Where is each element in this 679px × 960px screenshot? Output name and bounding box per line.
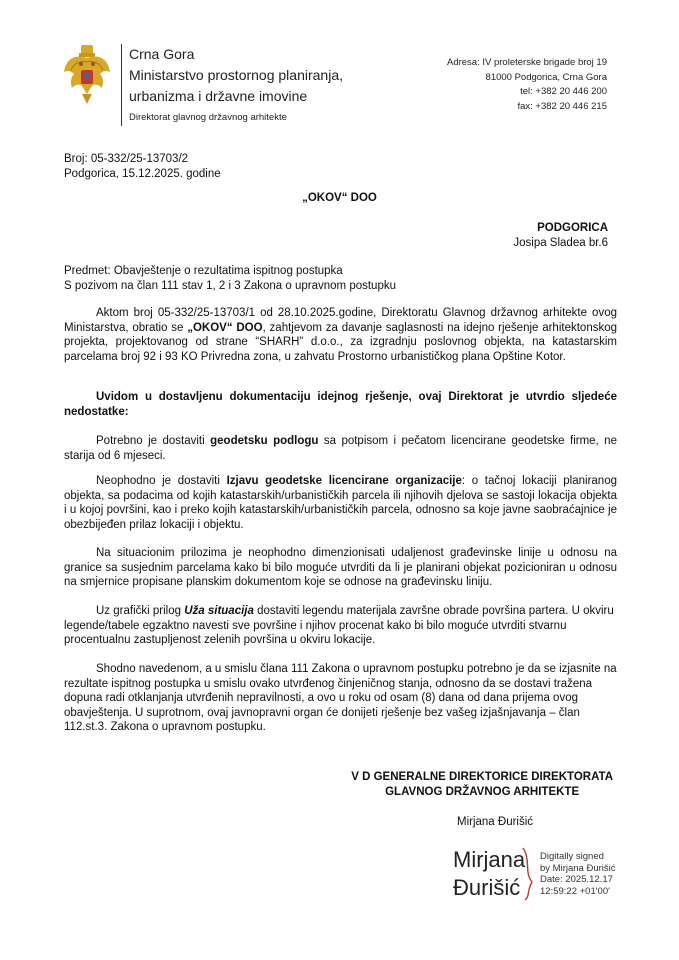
country-name: Crna Gora: [129, 46, 195, 62]
p3-bold: geodetsku podlogu: [210, 435, 319, 447]
subject-line2: S pozivom na član 111 stav 1, 2 i 3 Zakona o upravnom postupku: [64, 279, 396, 292]
reference-place-date: Podgorica, 15.12.2025. godine: [64, 167, 221, 180]
subject-line1: Predmet: Obavještenje o rezultatima ispitnog postupka: [64, 265, 343, 277]
reference-block: [64, 152, 221, 181]
p6-text-a: Uz grafički prilog: [96, 605, 185, 617]
coat-of-arms-icon: [62, 44, 112, 106]
p1-text-b: , zahtjevom za davanje saglasnosti na idejno rješenje arhitektonskog projekta, projektovanog od strane “SHARH” d.o.o., za izgradnju poslovnog objekta, na katastarskim parcelama broj 92 i 93 KO Privredna zona, u zahvatu Prostorno urbanističkog plana Opštine Kotor.: [64, 321, 618, 363]
recipient-address: [513, 221, 608, 250]
department-name: Direktorat glavnog državnog arhitekte: [129, 112, 287, 123]
p6-italic: Uža situacija: [184, 605, 254, 617]
p6-text-b: dostaviti legendu materijala završne obrade površina partera. U okviru legende/tabele egzaktno navesti sve površine i njihov procenat kako bi bilo moguće utvrditi stvarnu procentualnu zastupljenost zelenih površina u okviru lokacije.: [64, 605, 614, 646]
body-paragraph-6: [64, 604, 617, 648]
reference-number: Broj: 05-332/25-13703/2: [64, 153, 189, 165]
signer-name: Mirjana Đurišić: [457, 816, 534, 828]
address-block: [447, 56, 607, 114]
signature-mark-icon: [521, 846, 535, 902]
signature-title-line1: V D GENERALNE DIREKTORICE DIREKTORATA: [351, 771, 613, 783]
ministry-block: [129, 44, 343, 125]
digital-signature-name: [453, 846, 525, 902]
body-paragraph-4: [64, 474, 617, 532]
digital-name-line1: Mirjana: [453, 847, 526, 872]
digital-signature-info: [540, 851, 616, 897]
ministry-name-line2: urbanizma i državne imovine: [129, 88, 308, 104]
p4-text-a: Neophodno je dostaviti: [96, 475, 227, 487]
header-divider: [121, 44, 122, 126]
p3-text-b: sa potpisom i pečatom licencirane geodetske firme, ne starija od 6 mjeseci.: [64, 435, 617, 462]
recipient-street: Josipa Sladea br.6: [513, 236, 608, 249]
signature-title: [351, 770, 613, 800]
address-city: 81000 Podgorica, Crna Gora: [485, 71, 607, 83]
digital-name-line2: Đurišić: [453, 875, 521, 900]
recipient-company: „OKOV“ DOO: [302, 192, 377, 204]
digital-info-line4: 12:59:22 +01'00': [540, 885, 610, 897]
p3-text-a: Potrebno je dostaviti: [96, 435, 211, 447]
body-paragraph-1: [64, 306, 617, 364]
p4-text-b: : o tačnoj lokaciji planiranog objekta, sa podacima od kojih katastarskih/urbanističkih parcela ili njihovih djelova se sastoji lokacija objekta i u kojoj površini, kao i preko kojih katastarskih/urbanističkih parcela, odnosno sa koje javne saobraćajnice je obezbijeđen prilaz lokaciji i objektu.: [64, 475, 617, 531]
p1-company: „OKOV“ DOO: [187, 321, 263, 334]
p4-bold: Izjavu geodetske licencirane organizacije: [226, 475, 462, 487]
subject-block: [64, 264, 396, 293]
digital-info-line1: Digitally signed: [540, 851, 604, 862]
ministry-name-line1: Ministarstvo prostornog planiranja,: [129, 67, 343, 83]
digital-info-line2: by Mirjana Đurišić: [540, 862, 616, 874]
body-paragraph-5: Na situacionim prilozima je neophodno dimenzionisati udaljenost građevinske linije u odnosu na granice sa susjednim parcelama kako bi bilo moguće utvrditi da li je planirani objekat pozicioniran u odnosu na smjernice propisane planskim dokumentom koje se odnose na građevinsku liniju.: [64, 547, 617, 588]
body-paragraph-3: [64, 434, 617, 463]
address-phone: tel: +382 20 446 200: [520, 86, 607, 97]
address-street: Adresa: IV proleterske brigade broj 19: [446, 57, 607, 68]
digital-info-line3: Date: 2025.12.17: [540, 874, 613, 885]
body-paragraph-7: Shodno navedenom, a u smislu člana 111 Zakona o upravnom postupku potrebno je da se izjasnite na rezultate ispitnog postupka u smislu ovako utvrđenog činjeničnog stanja, odnosno da se dostavi tražena dopuna radi otklanjanja utvrđenih nepravilnosti, a ovo u roku od osam (8) dana od dana prijema ovog obavještenja. U suprotnom, ovaj javnopravni organ će donijeti rješenje bez vašeg izjašnjavanja – član 112.st.3. Zakona o upravnom postupku.: [64, 663, 617, 733]
signature-title-line2: GLAVNOG DRŽAVNOG ARHITEKTE: [385, 786, 580, 798]
body-paragraph-2: Uvidom u dostavljenu dokumentaciju idejnog rješenje, ovaj Direktorat je utvrdio sljedeće nedostatke:: [64, 391, 617, 418]
p1-text-a: Aktom broj 05-332/25-13703/1 od 28.10.2025.godine, Direktoratu Glavnog državnog arhitekte ovog Ministarstva, obratio se: [64, 307, 617, 334]
address-fax: fax: +382 20 446 215: [517, 100, 607, 112]
recipient-city: PODGORICA: [537, 222, 608, 234]
